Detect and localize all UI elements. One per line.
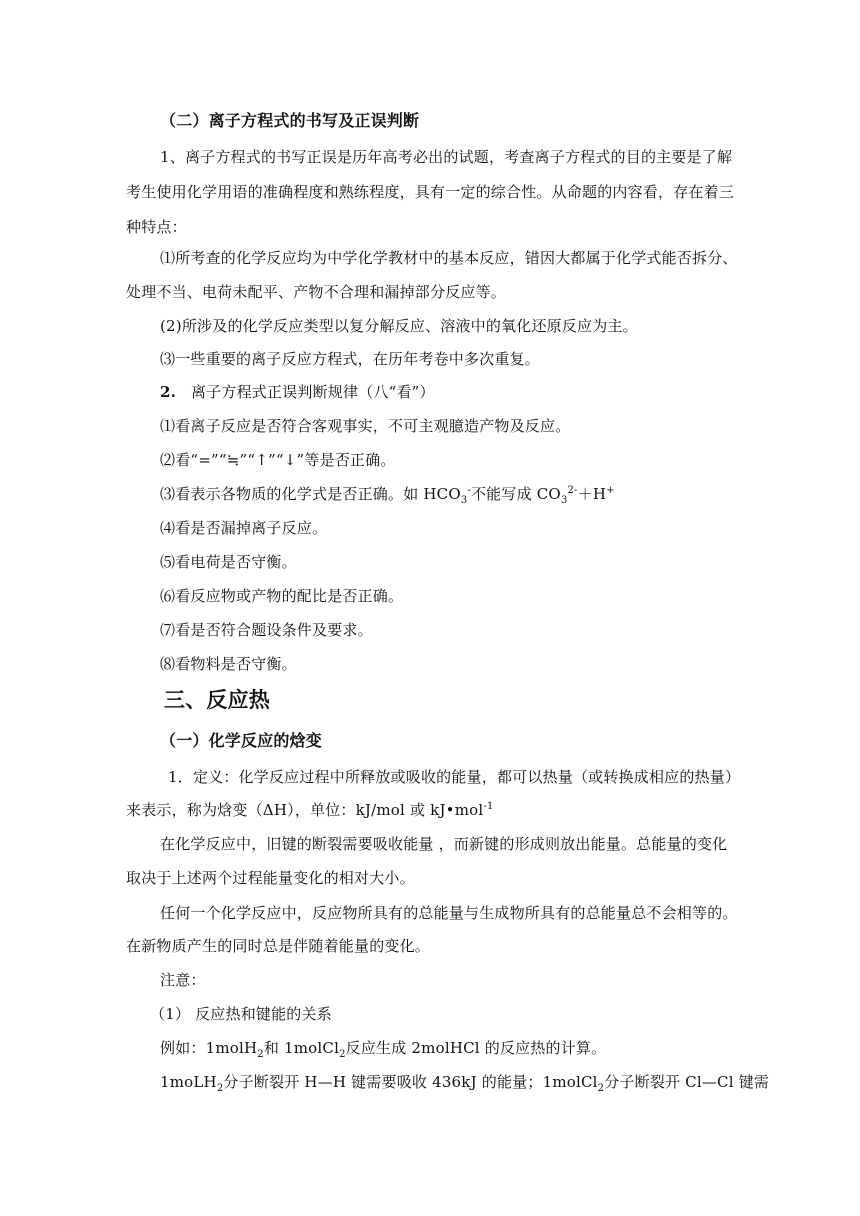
- paragraph-line: 来表示，称为焓变（ΔH），单位：kJ/mol 或 kJ•mol$^{-1}$: [126, 801, 494, 819]
- rule-item: ⑴看离子反应是否符合客观事实，不可主观臆造产物及反应。: [160, 417, 571, 435]
- paragraph-line: 1、离子方程式的书写正误是历年高考必出的试题，考查离子方程式的目的主要是了解: [160, 148, 733, 166]
- section-heading-reaction-heat: 三、反应热: [164, 688, 270, 712]
- note-item: （1） 反应热和键能的关系: [150, 1005, 332, 1023]
- paragraph-line: 1．定义：化学反应过程中所释放或吸收的能量，都可以热量（或转换成相应的热量）: [168, 768, 741, 786]
- rule-item: ⑻看物料是否守衡。: [160, 655, 297, 673]
- paragraph-line: 在新物质产生的同时总是伴随着能量的变化。: [126, 937, 431, 955]
- rule-heading: [160, 382, 736, 402]
- list-item-line: ⑴所考查的化学反应均为中学化学教材中的基本反应，错因大都属于化学式能否拆分、: [160, 249, 738, 267]
- note-label: 注意：: [160, 971, 206, 989]
- rule-heading-number: 2.: [160, 383, 177, 401]
- paragraph-line: 任何一个化学反应中，反应物所具有的总能量与生成物所具有的总能量总不会相等的。: [160, 904, 738, 922]
- subsection-heading-enthalpy: （一）化学反应的焓变: [160, 731, 323, 750]
- section-heading-ionic-equations: （二）离子方程式的书写及正误判断: [160, 111, 420, 130]
- list-item: (2)所涉及的化学反应类型以复分解反应、溶液中的氧化还原反应为主。: [160, 317, 638, 335]
- rule-item: ⑵看“=”“≒”“↑”“↓”等是否正确。: [160, 451, 396, 469]
- rule-item: ⑸看电荷是否守衡。: [160, 553, 297, 571]
- paragraph-line: 种特点：: [126, 218, 187, 236]
- paragraph-line: 考生使用化学用语的准确程度和熟练程度，具有一定的综合性。从命题的内容看，存在着三: [126, 183, 735, 201]
- example-line: 例如：1molH$_2$和 1molCl$_2$反应生成 2molHCl 的反应热的计算。: [160, 1039, 607, 1060]
- rule-heading-text: 离子方程式正误判断规律（八“看”）: [190, 383, 435, 401]
- rule-item: ⑷看是否漏掉离子反应。: [160, 519, 328, 537]
- list-item-line: 处理不当、电荷未配平、产物不合理和漏掉部分反应等。: [126, 283, 507, 301]
- paragraph-line: 取决于上述两个过程能量变化的相对大小。: [126, 869, 415, 887]
- rule-item: ⑹看反应物或产物的配比是否正确。: [160, 587, 404, 605]
- paragraph-line: 1moLH$_2$分子断裂开 H—H 键需要吸收 436kJ 的能量；1molCl$_2$分子断裂开 Cl—Cl 键需: [160, 1073, 770, 1094]
- rule-item: ⑺看是否符合题设条件及要求。: [160, 621, 373, 639]
- rule-item: ⑶看表示各物质的化学式是否正确。如 $HCO_3^-$不能写成 $CO_3^{2-}+H^+$: [160, 485, 615, 506]
- list-item: ⑶一些重要的离子反应方程式，在历年考卷中多次重复。: [160, 350, 541, 368]
- paragraph-line: 在化学反应中，旧键的断裂需要吸收能量 ，而新键的形成则放出能量。总能量的变化: [160, 835, 728, 853]
